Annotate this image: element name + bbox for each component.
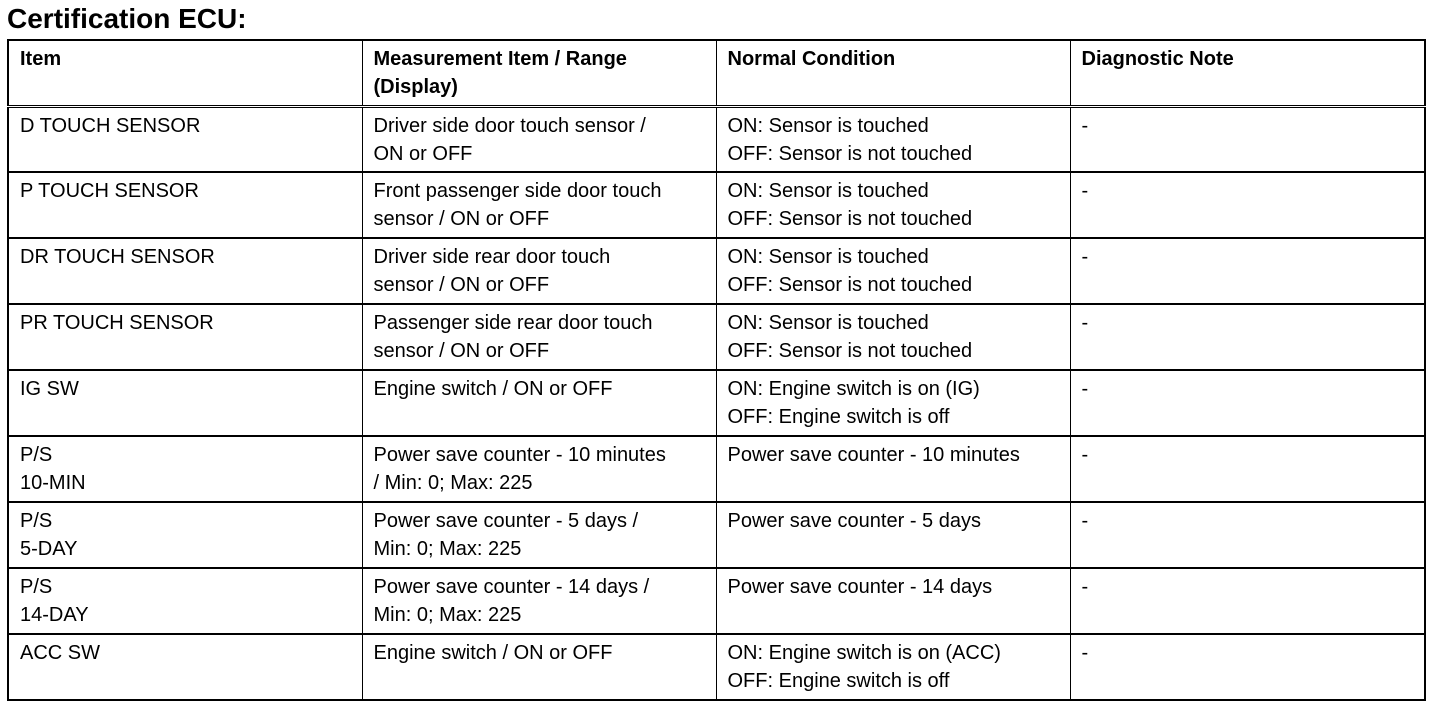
cell-item: PR TOUCH SENSOR (8, 304, 362, 370)
cell-normal-condition: ON: Sensor is touched OFF: Sensor is not touched (716, 172, 1070, 238)
page-title: Certification ECU: (7, 3, 247, 34)
cell-normal-condition: ON: Sensor is touched OFF: Sensor is not touched (716, 304, 1070, 370)
cell-item: D TOUCH SENSOR (8, 106, 362, 172)
cell-diagnostic-note: - (1070, 172, 1425, 238)
cell-diagnostic-note: - (1070, 634, 1425, 700)
cell-item: IG SW (8, 370, 362, 436)
table-row (8, 634, 1425, 700)
cell-item: P/S 5-DAY (8, 502, 362, 568)
cell-measurement: Engine switch / ON or OFF (362, 634, 716, 700)
cell-normal-condition: ON: Engine switch is on (IG) OFF: Engine switch is off (716, 370, 1070, 436)
cell-diagnostic-note: - (1070, 436, 1425, 502)
table-header-row (8, 40, 1425, 106)
cell-measurement: Driver side rear door touch sensor / ON or OFF (362, 238, 716, 304)
cell-normal-condition: ON: Sensor is touched OFF: Sensor is not touched (716, 238, 1070, 304)
table-row (8, 436, 1425, 502)
cell-item: P/S 14-DAY (8, 568, 362, 634)
cell-normal-condition: Power save counter - 14 days (716, 568, 1070, 634)
cell-normal-condition: ON: Engine switch is on (ACC) OFF: Engine switch is off (716, 634, 1070, 700)
cell-diagnostic-note: - (1070, 568, 1425, 634)
table-row (8, 238, 1425, 304)
certification-ecu-table (7, 39, 1426, 701)
cell-item: P TOUCH SENSOR (8, 172, 362, 238)
cell-measurement: Front passenger side door touch sensor / ON or OFF (362, 172, 716, 238)
cell-diagnostic-note: - (1070, 106, 1425, 172)
cell-item: P/S 10-MIN (8, 436, 362, 502)
cell-measurement: Power save counter - 10 minutes / Min: 0; Max: 225 (362, 436, 716, 502)
header-diagnostic-note: Diagnostic Note (1070, 40, 1425, 106)
cell-diagnostic-note: - (1070, 370, 1425, 436)
cell-measurement: Power save counter - 14 days / Min: 0; Max: 225 (362, 568, 716, 634)
table-row (8, 370, 1425, 436)
cell-item: DR TOUCH SENSOR (8, 238, 362, 304)
table-row (8, 172, 1425, 238)
cell-diagnostic-note: - (1070, 502, 1425, 568)
cell-measurement: Passenger side rear door touch sensor / ON or OFF (362, 304, 716, 370)
cell-measurement: Engine switch / ON or OFF (362, 370, 716, 436)
cell-diagnostic-note: - (1070, 238, 1425, 304)
header-item: Item (8, 40, 362, 106)
cell-normal-condition: ON: Sensor is touched OFF: Sensor is not touched (716, 106, 1070, 172)
cell-item: ACC SW (8, 634, 362, 700)
header-normal-condition: Normal Condition (716, 40, 1070, 106)
cell-measurement: Power save counter - 5 days / Min: 0; Max: 225 (362, 502, 716, 568)
cell-measurement: Driver side door touch sensor / ON or OFF (362, 106, 716, 172)
table-row (8, 304, 1425, 370)
header-measurement-item-range: Measurement Item / Range (Display) (362, 40, 716, 106)
cell-normal-condition: Power save counter - 10 minutes (716, 436, 1070, 502)
table-row (8, 502, 1425, 568)
cell-normal-condition: Power save counter - 5 days (716, 502, 1070, 568)
table-row (8, 106, 1425, 172)
cell-diagnostic-note: - (1070, 304, 1425, 370)
table-row (8, 568, 1425, 634)
